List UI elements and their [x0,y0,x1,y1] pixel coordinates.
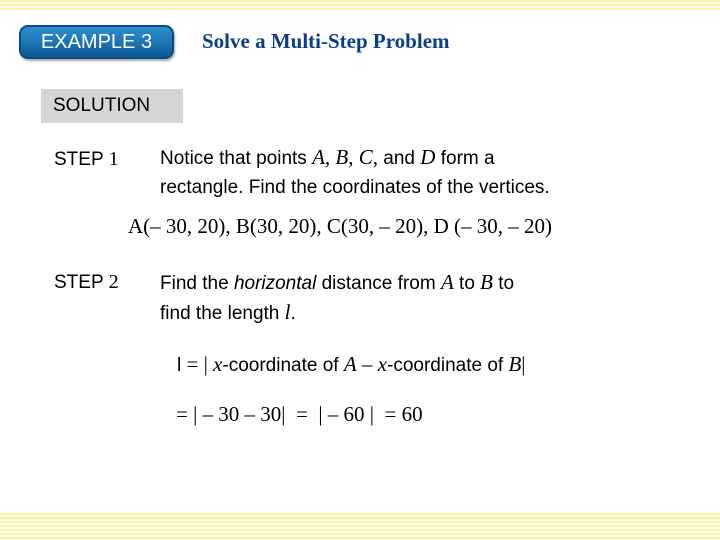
equation-line-1: l = | x-coordinate of A – x-coordinate of B| [177,352,526,376]
solution-label: SOLUTION [41,89,183,123]
step-2-label [54,271,119,294]
page-title: Solve a Multi-Step Problem [202,29,450,53]
vertex-coordinates: A(– 30, 20), B(30, 20), C(30, – 20), D (– 30, – 20) [128,214,553,238]
step-1-label [54,148,119,171]
step-2-line-1: Find the horizontal distance from A to B to [160,270,515,294]
step-1-line-2: rectangle. Find the coordinates of the vertices. [160,177,550,198]
equation-line-2: = | – 30 – 30| = | – 60 | = 60 [176,402,423,426]
step-word: STEP [54,149,104,170]
step-2-line-2: find the length l. [160,300,296,324]
step-1-line-1: Notice that points A, B, C, and D form a [160,145,495,169]
step-2-text [160,268,700,328]
bottom-decorative-stripe [0,513,720,540]
step-1-text [160,143,700,202]
top-decorative-stripe [0,0,720,10]
step-number: 1 [108,148,119,170]
example-badge: EXAMPLE 3 [19,25,174,59]
step-number: 2 [108,271,119,293]
step-word: STEP [54,272,104,293]
